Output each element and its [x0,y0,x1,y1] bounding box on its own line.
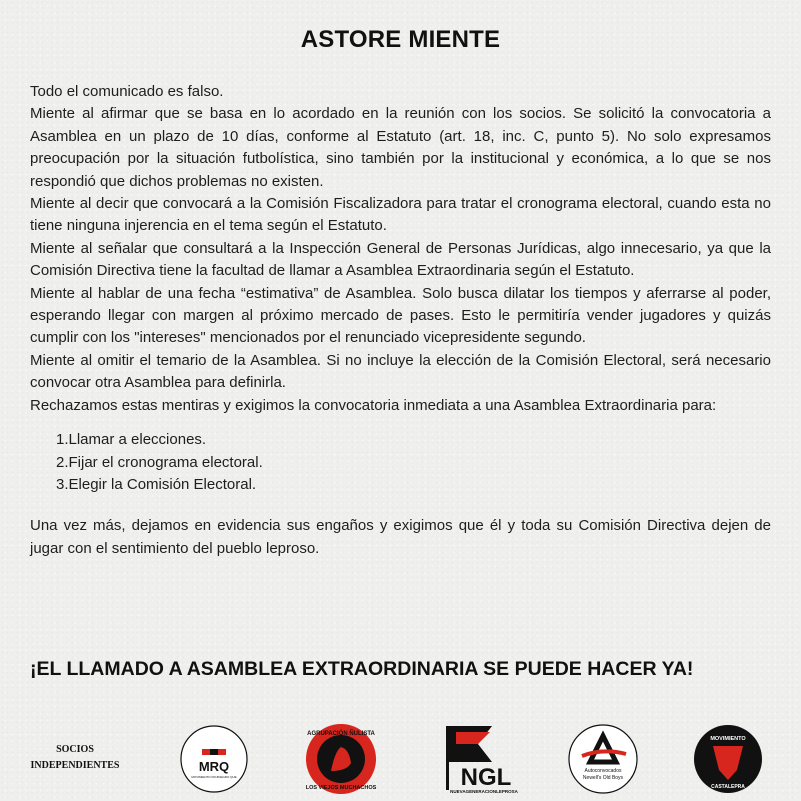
paragraph: Todo el comunicado es falso. [30,83,224,100]
statement-body [30,81,771,560]
movimiento-castalepra-logo [693,724,763,794]
autoconvocados-logo [568,724,638,794]
socios-independientes-logo [30,742,120,774]
page-title: ASTORE MIENTE [300,26,501,53]
paragraph: Miente al afirmar que se basa en lo acordado en la reunión con los socios. Se solicitó la convocatoria a Asamblea en un plazo de 10 días, conforme al Estatuto (art. 18, inc. C, punto 5). No solo expresamos preocupación por la situación futbolística, sino también por la institucional y económica, a lo que se nos respondió que dichos problemas no existen. [30,105,771,190]
list-item: 2.Fijar el cronograma electoral. [56,453,263,471]
paragraph: Miente al omitir el temario de la Asamblea. Si no incluye la elección de la Comisión Electoral, será necesario convocar otra Asamblea para definirla. [30,351,771,392]
logo-text: SOCIOS [56,744,94,755]
paragraph: Rechazamos estas mentiras y exigimos la convocatoria inmediata a una Asamblea Extraordinaria para: [30,396,717,414]
list-item: 3.Elegir la Comisión Electoral. [56,475,257,493]
mrq-logo [180,725,248,793]
logo-text: MRQ [198,759,230,774]
call-to-action: ¡EL LLAMADO A ASAMBLEA EXTRAORDINARIA SE PUEDE HACER YA! [30,658,694,680]
logo-text: MOVIMIENTO [710,736,746,742]
logo-text: Newell's Old Boys [582,775,624,781]
logo-text: AGRUPACIÓN ÑULISTA [307,731,375,737]
closing-paragraph: Una vez más, dejamos en evidencia sus engaños y exigimos que él y toda su Comisión Directiva dejen de jugar con el sentimiento del pueblo leproso. [30,517,771,557]
demands-list [30,429,771,496]
ngl-logo [442,722,520,796]
list-item: 1.Llamar a elecciones. [56,431,207,449]
logo-text: NUEVAGENERACIONLEPROSA [450,789,518,794]
logo-text: MOVIMIENTO ROJINEGRO QUE [191,775,237,779]
agrupacion-logo [305,723,377,795]
logo-text: INDEPENDIENTES [30,760,120,771]
logo-text: LOS VIEJOS MUCHACHOS [305,785,377,791]
logos-row [0,718,801,798]
paragraph: Miente al señalar que consultará a la Inspección General de Personas Jurídicas, algo innecesario, ya que la Comisión Directiva tiene la facultad de llamar a Asamblea Extraordinaria según el Estatuto. [30,239,771,280]
paragraph: Miente al hablar de una fecha “estimativa” de Asamblea. Solo busca dilatar los tiempos y aferrarse al poder, esperando llegar con margen al próximo mercado de pases. Esto le permitiría vender jugadores y quizás cumplir con los "intereses" mencionados por el renunciado vicepresidente segundo. [30,284,771,347]
paragraph: Miente al decir que convocará a la Comisión Fiscalizadora para tratar el cronograma electoral, cuando esta no tiene ninguna injerencia en el tema según el Estatuto. [30,195,771,235]
logo-text: Autoconvocados [584,768,622,774]
logo-text: NGL [460,764,512,791]
logo-text: CASTALEPRA [711,784,745,790]
